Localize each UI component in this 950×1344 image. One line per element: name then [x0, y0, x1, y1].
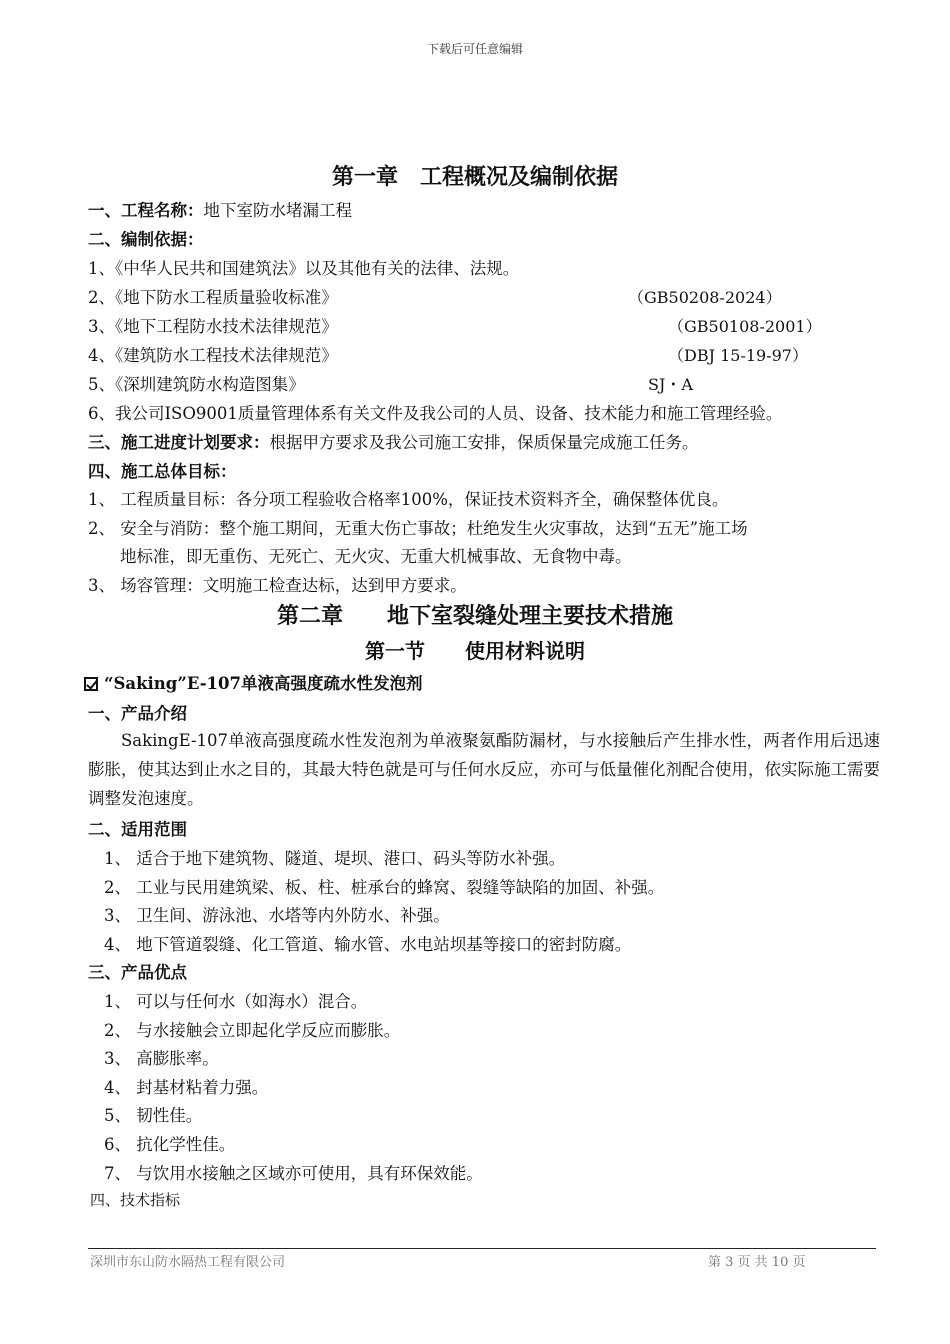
scope-item-3: 3、 卫生间、游泳池、水塔等内外防水、补强。 [104, 906, 450, 925]
advantage-item-4: 4、 封基材粘着力强。 [104, 1078, 269, 1097]
goal-item-1: 1、 工程质量目标：各分项工程验收合格率100%，保证技术资料齐全，确保整体优良。 [88, 490, 729, 509]
schedule-row [88, 429, 699, 453]
basis-item-2-code: （GB50208-2024） [628, 288, 782, 307]
footer-page-info: 第 3 页 共 10 页 [708, 1255, 806, 1270]
scope-label: 二、适用范围 [88, 820, 187, 839]
basis-item-4: 4、《建筑防水工程技术法律规范》 [88, 346, 338, 365]
section1-title: 第一节 使用材料说明 [365, 639, 585, 663]
intro-paragraph: SakingE-107单液高强度疏水性发泡剂为单液聚氨酯防漏材，与水接触后产生排水性，两者作用后迅速膨胀，使其达到止水之目的，其最大特色就是可与任何水反应，亦可与低量催化剂配合使用，依实际施工需要调整发泡速度。 [88, 731, 880, 808]
advantage-item-7: 7、 与饮用水接触之区域亦可使用，具有环保效能。 [104, 1164, 483, 1183]
project-name-row [88, 197, 352, 221]
basis-item-6: 6、我公司ISO9001质量管理体系有关文件及我公司的人员、设备、技术能力和施工管理经验。 [88, 404, 783, 423]
scope-item-2: 2、 工业与民用建筑梁、板、柱、桩承台的蜂窝、裂缝等缺陷的加固、补强。 [104, 878, 665, 897]
scope-item-4: 4、 地下管道裂缝、化工管道、输水管、水电站坝基等接口的密封防腐。 [104, 935, 632, 954]
product-heading-row [84, 670, 423, 694]
advantage-item-1: 1、 可以与任何水（如海水）混合。 [104, 992, 368, 1011]
goal-item-3: 3、 场容管理：文明施工检查达标，达到甲方要求。 [88, 576, 467, 595]
advantage-item-5: 5、 韧性佳。 [104, 1106, 203, 1125]
basis-item-5: 5、《深圳建筑防水构造图集》 [88, 375, 305, 394]
footer-company: 深圳市东山防水隔热工程有限公司 [90, 1255, 286, 1270]
basis-item-2: 2、《地下防水工程质量验收标准》 [88, 288, 338, 307]
goal-item-2: 2、 安全与消防：整个施工期间，无重大伤亡事故；杜绝发生火灾事故，达到“五无”施工场 [88, 519, 748, 538]
project-name-label: 一、工程名称： [88, 201, 204, 220]
scope-item-1: 1、 适合于地下建筑物、隧道、堤坝、港口、码头等防水补强。 [104, 849, 566, 868]
goals-label: 四、施工总体目标： [88, 462, 237, 481]
chapter1-title: 第一章 工程概况及编制依据 [331, 164, 618, 190]
project-name-value: 地下室防水堵漏工程 [203, 201, 352, 220]
intro-label: 一、产品介绍 [88, 704, 187, 723]
product-heading: “Saking”E-107单液高强度疏水性发泡剂 [104, 674, 423, 693]
checked-box-icon [84, 677, 98, 691]
basis-label: 二、编制依据： [88, 230, 204, 249]
basis-item-3: 3、《地下工程防水技术法律规范》 [88, 317, 338, 336]
goal-item-2-cont: 地标准，即无重伤、无死亡、无火灾、无重大机械事故、无食物中毒。 [120, 547, 632, 566]
advantage-item-3: 3、 高膨胀率。 [104, 1049, 219, 1068]
chapter2-title: 第二章 地下室裂缝处理主要技术措施 [276, 603, 673, 629]
advantage-item-2: 2、 与水接触会立即起化学反应而膨胀。 [104, 1021, 401, 1040]
basis-item-4-code: （DBJ 15-19-97） [668, 346, 808, 365]
advantage-item-6: 6、 抗化学性佳。 [104, 1135, 236, 1154]
schedule-text: 根据甲方要求及我公司施工安排，保质保量完成施工任务。 [269, 433, 699, 452]
specs-label: 四、技术指标 [90, 1191, 181, 1209]
footer-rule [88, 1248, 876, 1249]
header-note: 下载后可任意编辑 [426, 42, 523, 56]
basis-item-5-code: SJ・A [648, 375, 693, 394]
schedule-label: 三、施工进度计划要求： [88, 433, 270, 452]
basis-item-3-code: （GB50108-2001） [668, 317, 822, 336]
basis-item-1: 1、《中华人民共和国建筑法》以及其他有关的法律、法规。 [88, 259, 520, 278]
advantages-label: 三、产品优点 [88, 963, 187, 982]
